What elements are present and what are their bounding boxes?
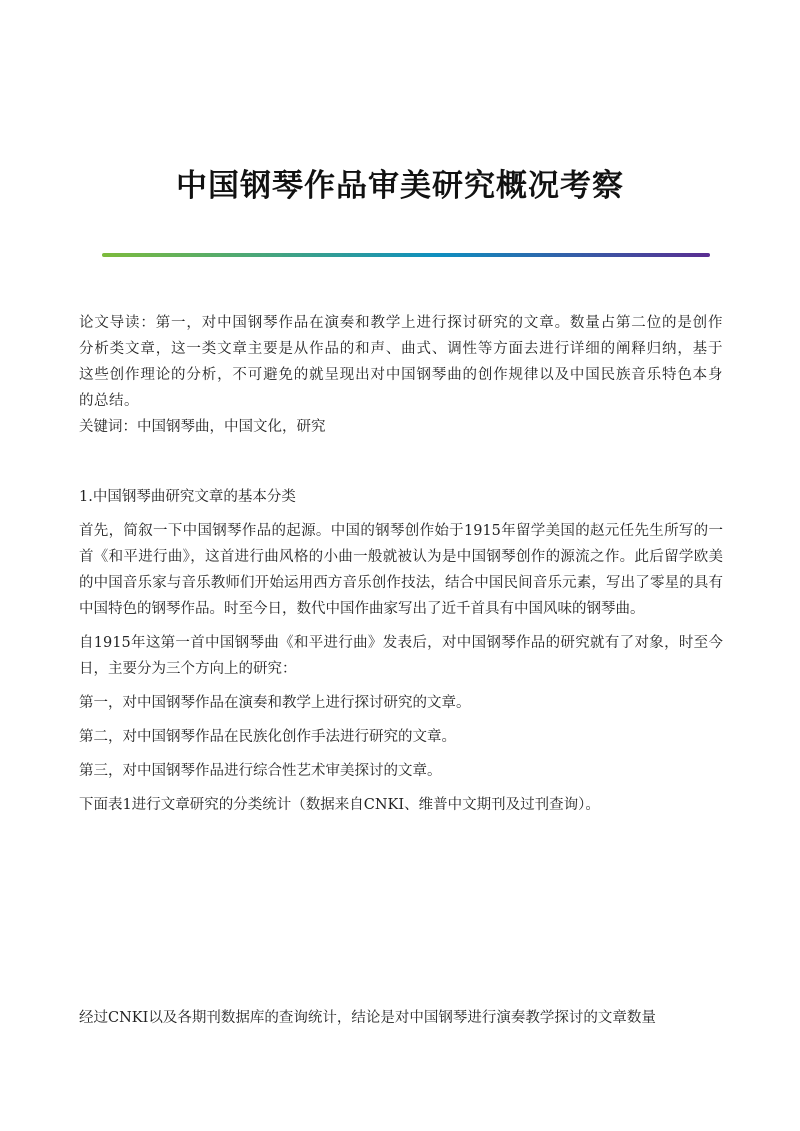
keywords-line: 关键词：中国钢琴曲，中国文化，研究	[79, 419, 326, 435]
body-paragraph: 自1915年这第一首中国钢琴曲《和平进行曲》发表后，对中国钢琴作品的研究就有了对象，时至今日，主要分为三个方向上的研究：	[79, 635, 723, 677]
body-paragraph-continued: 经过CNKI以及各期刊数据库的查询统计，结论是对中国钢琴进行演奏教学探讨的文章数量	[79, 1010, 656, 1026]
page-title: 中国钢琴作品审美研究概况考察	[176, 168, 624, 204]
body-paragraph: 第三，对中国钢琴作品进行综合性艺术审美探讨的文章。	[79, 763, 442, 779]
section-heading: 1.中国钢琴曲研究文章的基本分类	[79, 489, 296, 505]
abstract-paragraph: 论文导读：第一，对中国钢琴作品在演奏和教学上进行探讨研究的文章。数量占第二位的是创作分析类文章，这一类文章主要是从作品的和声、曲式、调性等方面去进行详细的阐释归纳，基于这些创作理论的分析，不可避免的就呈现出对中国钢琴曲的创作规律以及中国民族音乐特色本身的总结。	[79, 315, 723, 409]
body-paragraph: 下面表1进行文章研究的分类统计（数据来自CNKI、维普中文期刊及过刊查询）。	[79, 797, 600, 813]
document-body	[79, 310, 723, 818]
body-paragraph: 首先，简叙一下中国钢琴作品的起源。中国的钢琴创作始于1915年留学美国的赵元任先生所写的一首《和平进行曲》，这首进行曲风格的小曲一般就被认为是中国钢琴创作的源流之作。此后留学欧美的中国音乐家与音乐教师们开始运用西方音乐创作技法，结合中国民间音乐元素，写出了零星的具有中国特色的钢琴作品。时至今日，数代中国作曲家写出了近千首具有中国风味的钢琴曲。	[79, 523, 723, 617]
title-divider	[102, 253, 710, 257]
body-paragraph: 第二，对中国钢琴作品在民族化创作手法进行研究的文章。	[79, 729, 456, 745]
body-paragraph: 第一，对中国钢琴作品在演奏和教学上进行探讨研究的文章。	[79, 695, 471, 711]
